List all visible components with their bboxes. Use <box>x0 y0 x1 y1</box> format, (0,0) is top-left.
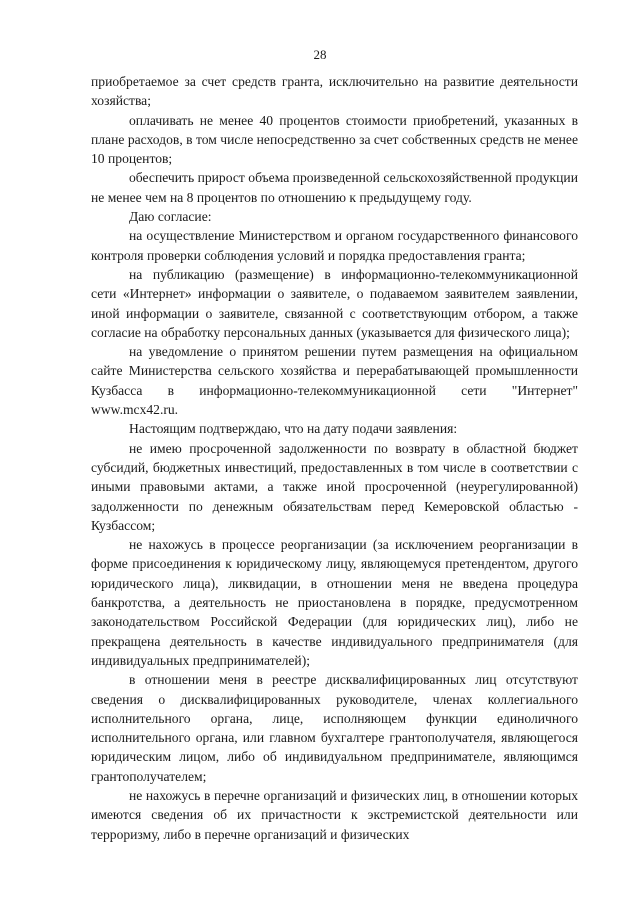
paragraph: Даю согласие: <box>129 209 212 225</box>
paragraph: не нахожусь в процессе реорганизации (за исключением реорганизации в форме присоединения к юридическому лицу, являющемуся претендентом, другого юридического лица), ликвидации, в отношении меня не введена процедура банкротства, а деятельность не приостановлена в порядке, предусмотренном законодательством Российской Федерации (для юридических лиц), либо не прекращена деятельность в качестве индивидуального предпринимателя (для индивидуальных предпринимателей); <box>91 537 578 668</box>
paragraph: на осуществление Министерством и органом государственного финансового контроля проверки соблюдения условий и порядка предоставления гранта; <box>91 228 578 263</box>
paragraph: не имею просроченной задолженности по возврату в областной бюджет субсидий, бюджетных инвестиций, предоставленных в том числе в соответствии с иными правовыми актами, а также иной просроченной (неурегулированной) задолженности по денежным обязательствам перед Кемеровской областью - Кузбассом; <box>91 440 578 533</box>
paragraph: на публикацию (размещение) в информационно-телекоммуникационной сети «Интернет» информации о заявителе, о подаваемом заявителем заявлении, иной информации о заявителе, связанной с соответствующим отбором, а также согласие на обработку персональных данных (указывается для физического лица); <box>91 266 578 340</box>
paragraph: на уведомление о принятом решении путем размещения на официальном сайте Министерства сельского хозяйства и перерабатывающей промышленности Кузбасса в информационно-телекоммуникационной сети "Интернет" www.mcx42.ru. <box>91 344 578 418</box>
paragraph: оплачивать не менее 40 процентов стоимости приобретений, указанных в плане расходов, в том числе непосредственно за счет собственных средств не менее 10 процентов; <box>91 112 578 167</box>
paragraph: в отношении меня в реестре дисквалифицированных лиц отсутствуют сведения о дисквалифицированных руководителе, членах коллегиального исполнительного органа, лице, исполняющем функции единоличного исполнительного органа, или главном бухгалтере грантополучателя, являющегося юридическим лицом, либо об индивидуальном предпринимателе, являющимся грантополучателем; <box>91 672 578 784</box>
page-number: 28 <box>313 47 327 62</box>
paragraph: приобретаемое за счет средств гранта, исключительно на развитие деятельности хозяйства; <box>91 74 578 109</box>
paragraph: не нахожусь в перечне организаций и физических лиц, в отношении которых имеются сведения об их причастности к экстремистской деятельности или терроризму, либо в перечне организаций и физических <box>91 787 578 842</box>
document-body <box>91 72 578 844</box>
paragraph: обеспечить прирост объема произведенной сельскохозяйственной продукции не менее чем на 8 процентов по отношению к предыдущему году. <box>91 170 578 205</box>
paragraph: Настоящим подтверждаю, что на дату подачи заявления: <box>129 421 458 437</box>
